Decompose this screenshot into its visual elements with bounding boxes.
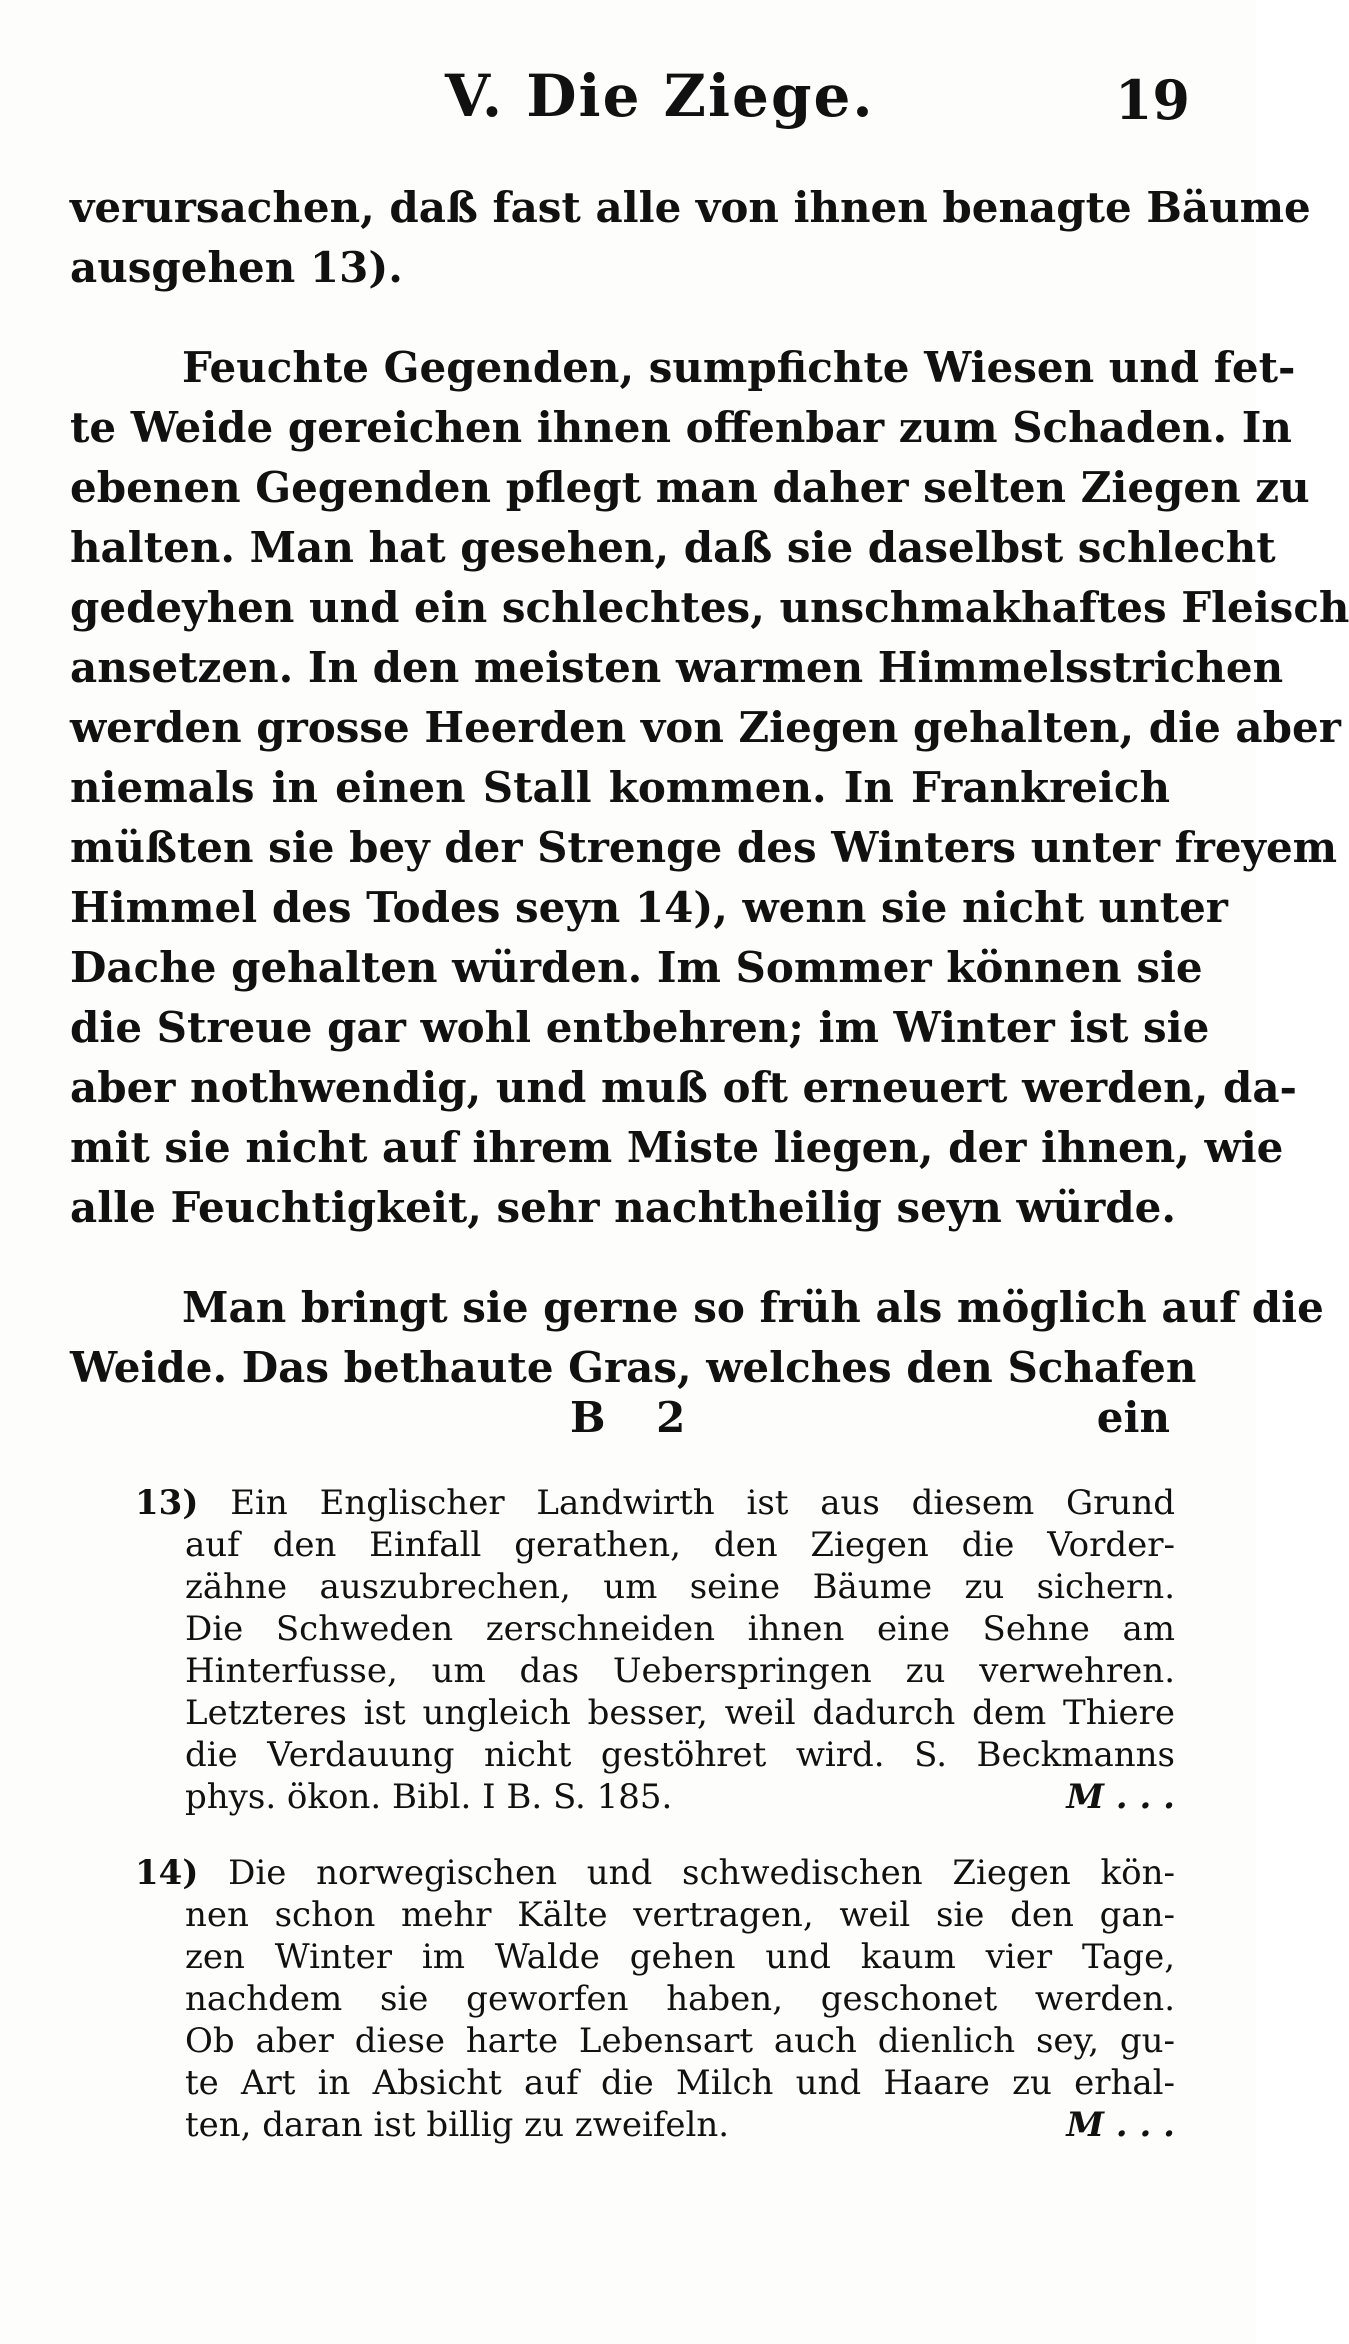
footnote-line: Ob aber diese harte Lebensart auch dienlich sey, gu- [185, 2021, 1175, 2061]
text-line: werden grosse Heerden von Ziegen gehalten, die aber [70, 703, 1341, 752]
printer-signature: B 2 [570, 1393, 704, 1442]
footnote-text: phys. ökon. Bibl. I B. S. 185. [185, 1777, 673, 1817]
footnote-line: Die Schweden zerschneiden ihnen eine Sehne am [185, 1609, 1175, 1649]
text-line: halten. Man hat gesehen, daß sie daselbst schlecht [70, 523, 1276, 572]
text-line: müßten sie bey der Strenge des Winters unter freyem [70, 823, 1338, 872]
running-title: V. Die Ziege. [445, 62, 875, 130]
footnote-line [135, 1852, 1175, 1894]
text-line: Weide. Das bethaute Gras, welches den Schafen [70, 1343, 1197, 1392]
text-line: gedeyhen und ein schlechtes, unschmakhaftes Fleisch [70, 583, 1349, 632]
text-line: ansetzen. In den meisten warmen Himmelsstrichen [70, 643, 1284, 692]
text-line: ebenen Gegenden pflegt man daher selten Ziegen zu [70, 463, 1310, 512]
catchword: ein [1096, 1393, 1170, 1442]
footnote-line [135, 2104, 1175, 2146]
text-line: die Streue gar wohl entbehren; im Winter ist sie [70, 1003, 1210, 1052]
footnotes [135, 1482, 1175, 2180]
text-line: Dache gehalten würden. Im Sommer können sie [70, 943, 1203, 992]
footnote-mark: 14) [135, 1853, 199, 1893]
footnote-line: Letzteres ist ungleich besser, weil dadurch dem Thiere [185, 1693, 1175, 1733]
footnote-line [135, 1776, 1175, 1818]
footnote-13 [135, 1482, 1175, 1818]
footnote-text: ten, daran ist billig zu zweifeln. [185, 2105, 730, 2145]
footnote-line: die Verdauung nicht gestöhret wird. S. Beckmanns [185, 1735, 1175, 1775]
page-header [70, 62, 1190, 142]
footnote-text: Die norwegischen und schwedischen Ziegen kön- [228, 1853, 1175, 1893]
footnote-line: nachdem sie geworfen haben, geschonet werden. [185, 1979, 1175, 2019]
paragraph-gap [70, 298, 1170, 338]
text-line: ausgehen 13). [70, 243, 403, 292]
text-line: aber nothwendig, und muß oft erneuert werden, da- [70, 1063, 1297, 1112]
footnote-line: nen schon mehr Kälte vertragen, weil sie den gan- [185, 1895, 1175, 1935]
paragraph-gap [70, 1238, 1170, 1278]
footnote-text: Ein Englischer Landwirth ist aus diesem Grund [230, 1483, 1175, 1523]
signature-line [70, 1388, 1170, 1448]
text-line: Himmel des Todes seyn 14), wenn sie nicht unter [70, 883, 1228, 932]
footnote-line: zen Winter im Walde gehen und kaum vier Tage, [185, 1937, 1175, 1977]
text-line: Feuchte Gegenden, sumpfichte Wiesen und fet- [182, 343, 1296, 392]
text-line: niemals in einen Stall kommen. In Frankreich [70, 763, 1170, 812]
text-line: Man bringt sie gerne so früh als möglich auf die [182, 1283, 1324, 1332]
footnote-line: te Art in Absicht auf die Milch und Haare zu erhal- [185, 2063, 1175, 2103]
page-number: 19 [1114, 68, 1190, 132]
text-line: te Weide gereichen ihnen offenbar zum Schaden. In [70, 403, 1292, 452]
footnote-line [135, 1482, 1175, 1524]
footnote-line: auf den Einfall gerathen, den Ziegen die Vorder- [185, 1525, 1175, 1565]
text-line: verursachen, daß fast alle von ihnen benagte Bäume [70, 183, 1311, 232]
text-line: mit sie nicht auf ihrem Miste liegen, der ihnen, wie [70, 1123, 1284, 1172]
footnote-mark: 13) [135, 1483, 199, 1523]
author-initial: M . . . [1066, 2105, 1175, 2145]
text-line: alle Feuchtigkeit, sehr nachtheilig seyn würde. [70, 1183, 1176, 1232]
footnote-line: Hinterfusse, um das Ueberspringen zu verwehren. [185, 1651, 1175, 1691]
footnote-14 [135, 1852, 1175, 2146]
main-text [70, 178, 1349, 1398]
author-initial: M . . . [1066, 1777, 1175, 1817]
footnote-line: zähne auszubrechen, um seine Bäume zu sichern. [185, 1567, 1175, 1607]
